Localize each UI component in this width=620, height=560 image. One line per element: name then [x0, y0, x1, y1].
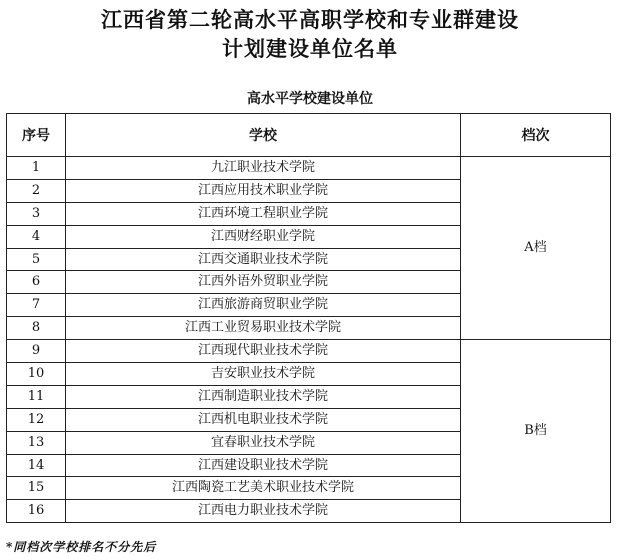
row-school: 江西环境工程职业学院 [66, 202, 461, 225]
row-school: 江西机电职业技术学院 [66, 408, 461, 431]
row-school: 江西财经职业学院 [66, 225, 461, 248]
footnote: *同档次学校排名不分先后 [6, 540, 157, 554]
header-school: 学校 [66, 114, 461, 157]
document-title-line2: 计划建设单位名单 [222, 36, 398, 61]
row-number: 6 [7, 271, 66, 294]
row-school: 吉安职业技术学院 [66, 363, 461, 386]
row-number: 3 [7, 202, 66, 225]
row-school: 江西陶瓷工艺美术职业技术学院 [66, 477, 461, 500]
row-school: 江西工业贸易职业技术学院 [66, 317, 461, 340]
row-school: 江西外语外贸职业学院 [66, 271, 461, 294]
row-school: 江西制造职业技术学院 [66, 385, 461, 408]
row-school: 宜春职业技术学院 [66, 431, 461, 454]
row-number: 9 [7, 340, 66, 363]
row-number: 11 [7, 385, 66, 408]
row-number: 4 [7, 225, 66, 248]
row-school: 九江职业技术学院 [66, 157, 461, 180]
row-number: 12 [7, 408, 66, 431]
row-school: 江西现代职业技术学院 [66, 340, 461, 363]
row-number: 16 [7, 500, 66, 523]
document-title-line1: 江西省第二轮高水平高职学校和专业群建设 [101, 7, 519, 32]
row-number: 15 [7, 477, 66, 500]
tier-b-cell: B档 [461, 340, 611, 523]
schools-table [6, 113, 611, 523]
row-school: 江西交通职业技术学院 [66, 248, 461, 271]
table-header-row [7, 114, 611, 157]
row-school: 江西建设职业技术学院 [66, 454, 461, 477]
row-number: 14 [7, 454, 66, 477]
table-row [7, 157, 611, 180]
row-number: 5 [7, 248, 66, 271]
header-number: 序号 [7, 114, 66, 157]
row-school: 江西电力职业技术学院 [66, 500, 461, 523]
table-row [7, 340, 611, 363]
row-number: 1 [7, 157, 66, 180]
row-number: 2 [7, 179, 66, 202]
row-number: 7 [7, 294, 66, 317]
row-number: 13 [7, 431, 66, 454]
table-caption: 高水平学校建设单位 [247, 91, 373, 107]
row-school: 江西旅游商贸职业学院 [66, 294, 461, 317]
row-number: 10 [7, 363, 66, 386]
header-tier: 档次 [461, 114, 611, 157]
row-number: 8 [7, 317, 66, 340]
row-school: 江西应用技术职业学院 [66, 179, 461, 202]
tier-a-cell: A档 [461, 157, 611, 340]
